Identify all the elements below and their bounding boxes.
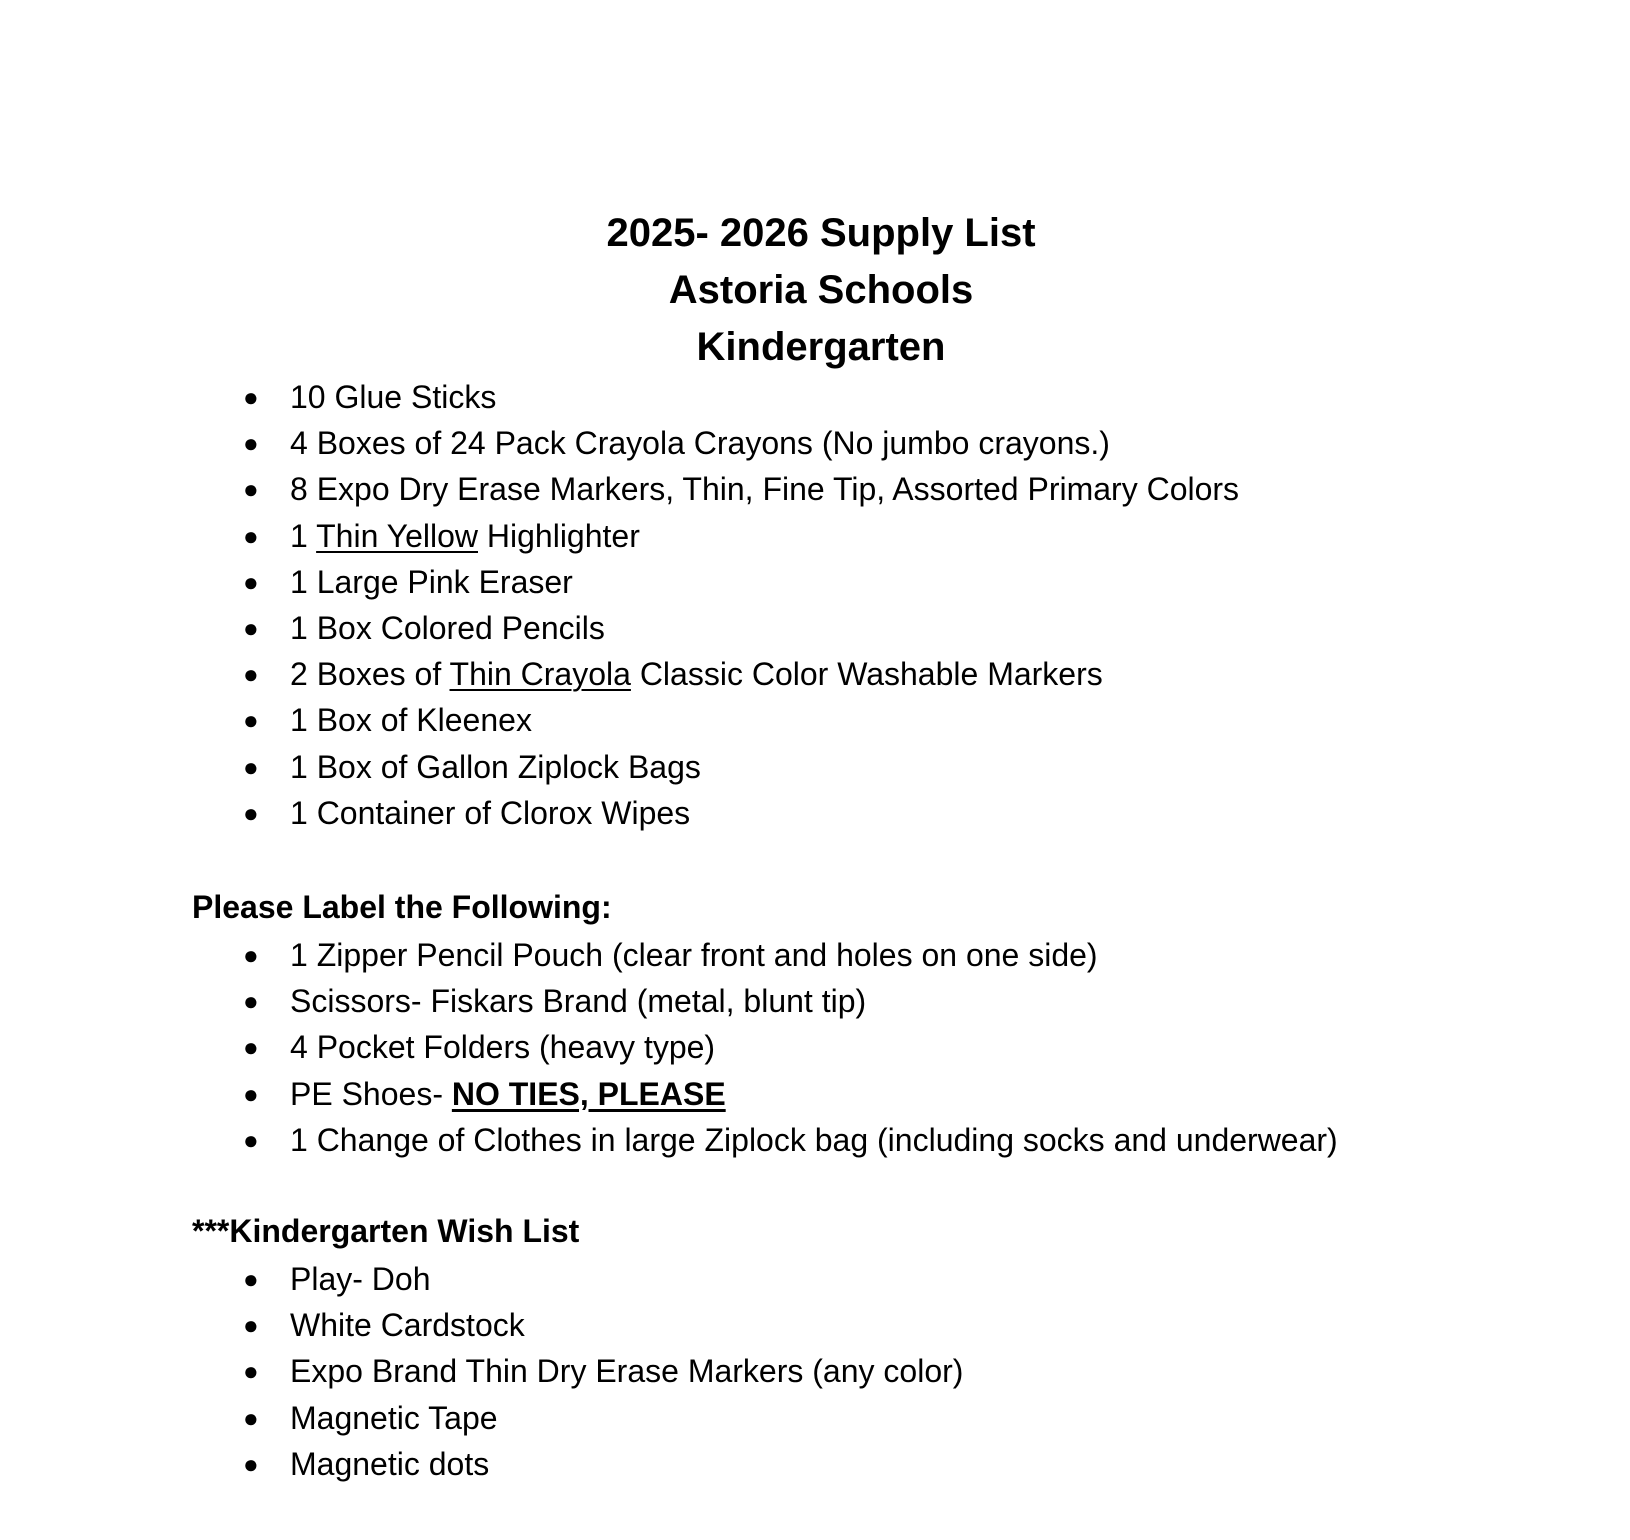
wish-item-text: Play- Doh [290, 1261, 431, 1297]
bullet-icon: ● [243, 659, 259, 690]
bullet-icon: ● [243, 1078, 259, 1109]
bullet-icon: ● [243, 1402, 259, 1433]
bullet-icon: ● [243, 520, 259, 551]
underlined-emphasis: Thin Crayola [449, 656, 631, 693]
supply-item-text [290, 651, 1103, 697]
bullet-icon: ● [243, 1356, 259, 1387]
label-item-text: 4 Pocket Folders (heavy type) [290, 1029, 716, 1066]
label-item-text: 1 Change of Clothes in large Ziplock bag (including socks and underwear) [290, 1121, 1338, 1158]
supply-item-text: 8 Expo Dry Erase Markers, Thin, Fine Tip, Assorted Primary Colors [290, 471, 1240, 508]
label-item-prefix: PE Shoes- [290, 1075, 452, 1112]
supply-item-text: 4 Boxes of 24 Pack Crayola Crayons (No jumbo crayons.) [290, 425, 1110, 462]
wish-item-text: Magnetic dots [290, 1445, 490, 1482]
supply-item-prefix: 2 Boxes of [290, 656, 450, 693]
supply-item-text: 1 Box Colored Pencils [290, 609, 605, 646]
bullet-icon: ● [243, 1310, 259, 1341]
supply-item-text: 1 Box of Kleenex [290, 702, 532, 739]
document-title [0, 205, 1630, 376]
bullet-icon: ● [243, 1264, 259, 1294]
supply-item-prefix: 1 [290, 517, 317, 554]
title-year-line: 2025- 2026 Supply List [606, 211, 1036, 255]
wish-item-text: White Cardstock [290, 1307, 525, 1344]
bullet-icon: ● [243, 751, 259, 782]
supply-item-text: 1 Container of Clorox Wipes [290, 794, 691, 831]
label-item-text [290, 1071, 726, 1117]
bullet-icon: ● [243, 986, 259, 1017]
bullet-icon: ● [243, 382, 259, 412]
supply-item-text [290, 513, 640, 559]
supply-item-text: 1 Box of Gallon Ziplock Bags [290, 748, 701, 785]
label-item-text: Scissors- Fiskars Brand (metal, blunt tip) [290, 983, 867, 1020]
supply-item-text: 1 Large Pink Eraser [290, 563, 573, 600]
wish-item-text: Magnetic Tape [290, 1399, 498, 1436]
bullet-icon: ● [243, 1032, 259, 1063]
label-item-text: 1 Zipper Pencil Pouch (clear front and holes on one side) [290, 937, 1098, 973]
supply-item-text: 10 Glue Sticks [290, 379, 497, 415]
title-grade-line: Kindergarten [696, 325, 946, 369]
bullet-icon: ● [243, 566, 259, 597]
bold-underlined-emphasis: NO TIES, PLEASE [451, 1075, 726, 1112]
title-school-line: Astoria Schools [668, 268, 974, 312]
bullet-icon: ● [243, 1124, 259, 1155]
wish-item-text: Expo Brand Thin Dry Erase Markers (any color) [290, 1353, 964, 1390]
bullet-icon: ● [243, 612, 259, 643]
bullet-icon: ● [243, 1448, 259, 1479]
bullet-icon: ● [243, 940, 259, 970]
supply-item-suffix: Classic Color Washable Markers [630, 656, 1103, 693]
wish-list-heading: ***Kindergarten Wish List [192, 1213, 580, 1249]
label-section-heading: Please Label the Following: [192, 889, 612, 925]
supply-item-suffix: Highlighter [478, 517, 640, 554]
bullet-icon: ● [243, 797, 259, 828]
bullet-icon: ● [243, 705, 259, 736]
underlined-emphasis: Thin Yellow [316, 517, 478, 554]
bullet-icon: ● [243, 474, 259, 505]
bullet-icon: ● [243, 428, 259, 459]
